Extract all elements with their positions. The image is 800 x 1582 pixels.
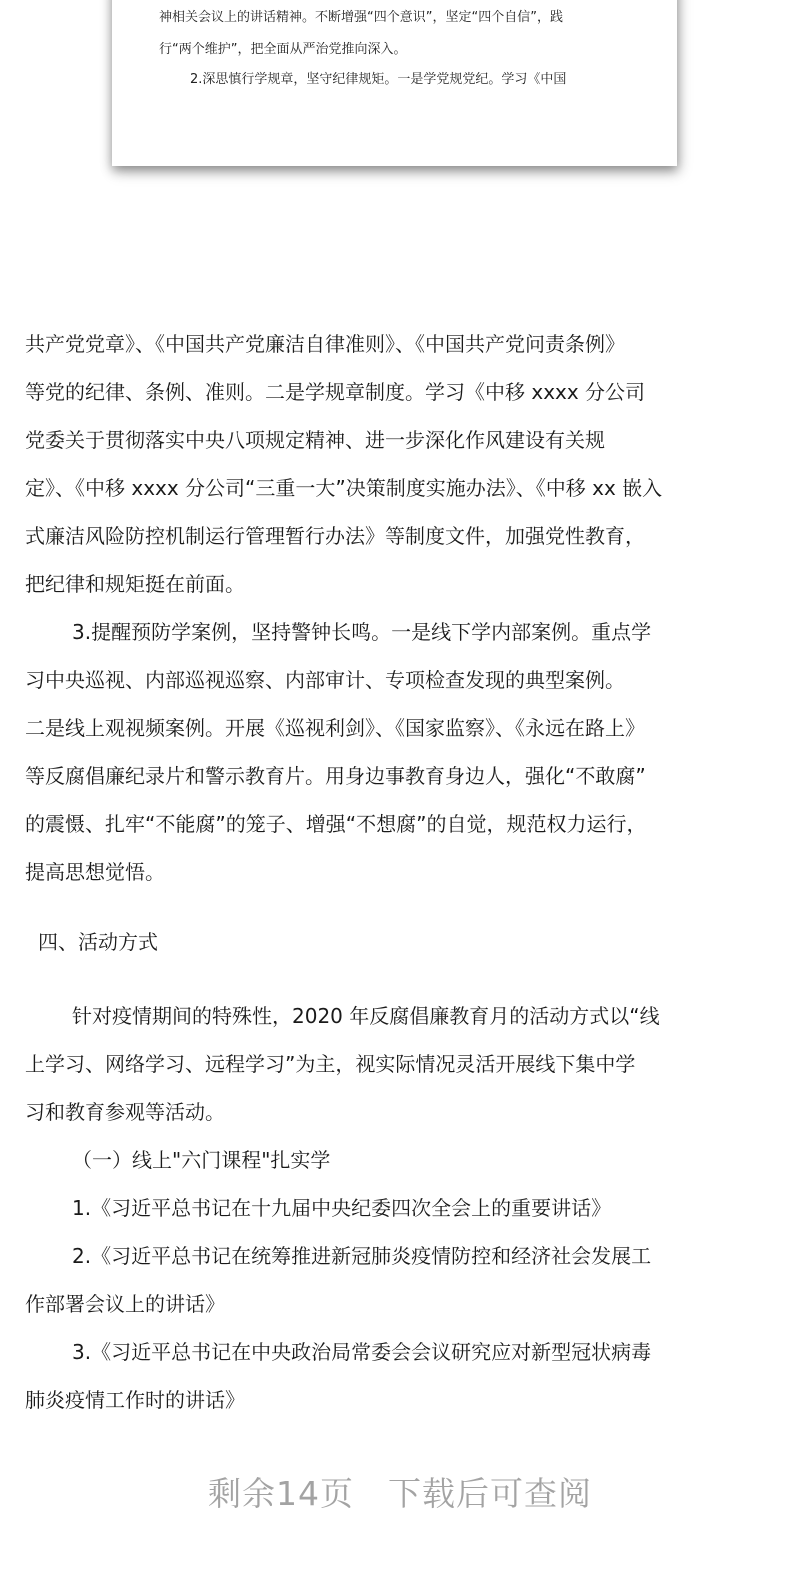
paragraph-line: 提高思想觉悟。 xyxy=(25,860,165,884)
paragraph-line: 等党的纪律、条例、准则。二是学规章制度。学习《中移 xxxx 分公司 xyxy=(25,380,646,404)
paragraph-line: 定》、《中移 xxxx 分公司“三重一大”决策制度实施办法》、《中移 xx 嵌入 xyxy=(25,476,663,500)
paragraph-line: 针对疫情期间的特殊性，2020 年反腐倡廉教育月的活动方式以“线 xyxy=(72,1004,660,1028)
paragraph-line: 等反腐倡廉纪录片和警示教育片。用身边事教育身边人，强化“不敢腐” xyxy=(25,764,646,788)
paragraph-line: 上学习、网络学习、远程学习”为主，视实际情况灵活开展线下集中学 xyxy=(25,1052,636,1076)
paragraph-line: 党委关于贯彻落实中央八项规定精神、进一步深化作风建设有关规 xyxy=(25,428,605,452)
paragraph-line: 习中央巡视、内部巡视巡察、内部审计、专项检查发现的典型案例。 xyxy=(25,668,625,692)
preview-line: 神相关会议上的讲话精神。不断增强“四个意识”，坚定“四个自信”，践 xyxy=(159,10,563,25)
list-item-continued: 作部署会议上的讲话》 xyxy=(25,1292,225,1316)
remaining-pages-note[interactable]: 剩余14页 下载后可查阅 xyxy=(208,1474,592,1513)
preview-line: 行“两个维护”，把全面从严治党推向深入。 xyxy=(159,42,407,57)
list-item: 2.《习近平总书记在统筹推进新冠肺炎疫情防控和经济社会发展工 xyxy=(72,1244,652,1268)
paragraph-line: 习和教育参观等活动。 xyxy=(25,1100,225,1124)
preview-line: 2.深思慎行学规章，坚守纪律规矩。一是学党规党纪。学习《中国 xyxy=(190,72,567,87)
subsection-heading: （一）线上"六门课程"扎实学 xyxy=(72,1148,331,1172)
list-item: 3.《习近平总书记在中央政治局常委会会议研究应对新型冠状病毒 xyxy=(72,1340,652,1364)
paragraph-line: 的震慑、扎牢“不能腐”的笼子、增强“不想腐”的自觉，规范权力运行， xyxy=(25,812,647,836)
section-heading: 四、活动方式 xyxy=(38,930,158,954)
paragraph-line: 3.提醒预防学案例，坚持警钟长鸣。一是线下学内部案例。重点学 xyxy=(72,620,652,644)
paragraph-line: 二是线上观视频案例。开展《巡视利剑》、《国家监察》、《永远在路上》 xyxy=(25,716,645,740)
paragraph-line: 共产党党章》、《中国共产党廉洁自律准则》、《中国共产党问责条例》 xyxy=(25,332,625,356)
paragraph-line: 式廉洁风险防控机制运行管理暂行办法》等制度文件，加强党性教育， xyxy=(25,524,645,548)
paragraph-line: 把纪律和规矩挺在前面。 xyxy=(25,572,245,596)
document-preview-card xyxy=(112,0,677,166)
list-item: 1.《习近平总书记在十九届中央纪委四次全会上的重要讲话》 xyxy=(72,1196,612,1220)
list-item-continued: 肺炎疫情工作时的讲话》 xyxy=(25,1388,245,1412)
